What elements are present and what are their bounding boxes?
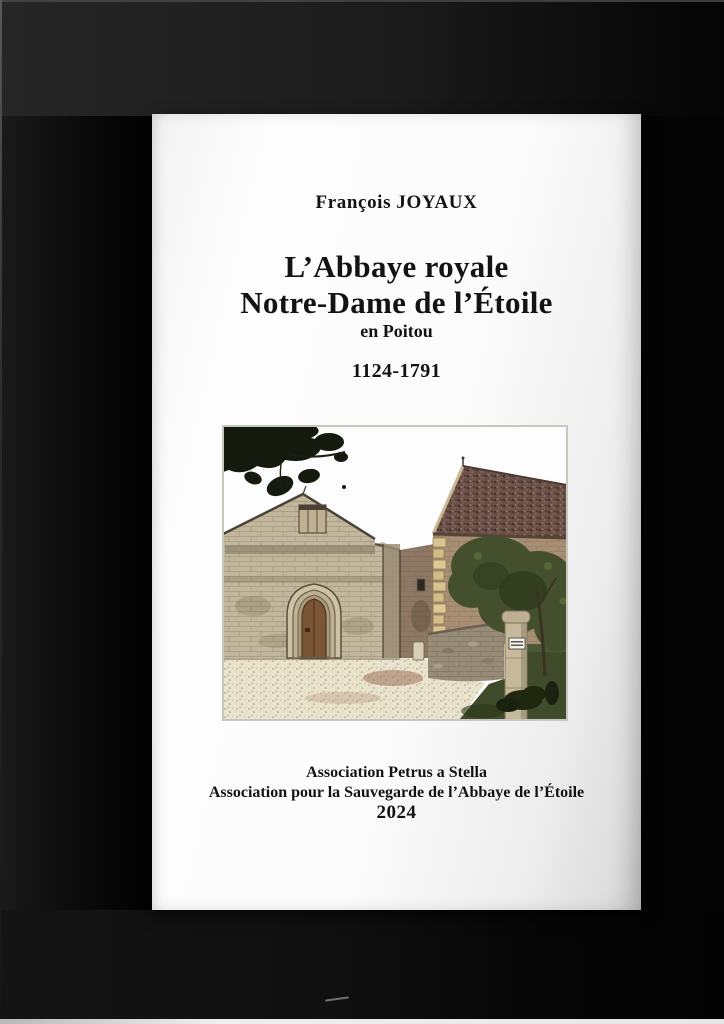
book-title (152, 249, 641, 321)
book-cover (152, 114, 641, 910)
publication-year: 2024 (376, 802, 417, 823)
portal-door (287, 584, 341, 660)
scanner-top-band (0, 0, 724, 116)
corner-quoins (433, 538, 446, 635)
subtitle: en Poitou (360, 321, 433, 341)
period-dates: 1124-1791 (351, 360, 442, 382)
door-lock (305, 628, 310, 632)
buttress (383, 544, 400, 658)
title-line-1: L’Abbaye royale (284, 249, 509, 284)
scanner-left-edge-highlight (0, 0, 2, 1010)
title-line-2: Notre-Dame de l’Étoile (240, 285, 553, 320)
stone-bollard (413, 642, 424, 660)
gable-window (299, 505, 326, 533)
association-line-1: Association Petrus a Stella (306, 764, 487, 781)
scanner-bottom-light-strip (0, 1019, 724, 1024)
abbey-photo-svg (223, 426, 567, 720)
scanner-left-zone (0, 116, 152, 910)
pillar-sign (509, 638, 525, 649)
author-name: François JOYAUX (315, 192, 478, 213)
association-line-2: Association pour la Sauvegarde de l’Abbaye de l’Étoile (208, 784, 585, 801)
scanner-top-edge-highlight (0, 0, 724, 2)
cover-photo (223, 426, 567, 720)
pillar-cap (502, 611, 530, 623)
scanner-right-zone (641, 116, 724, 910)
small-window (417, 579, 425, 591)
scanner-bottom-zone (0, 910, 724, 1024)
